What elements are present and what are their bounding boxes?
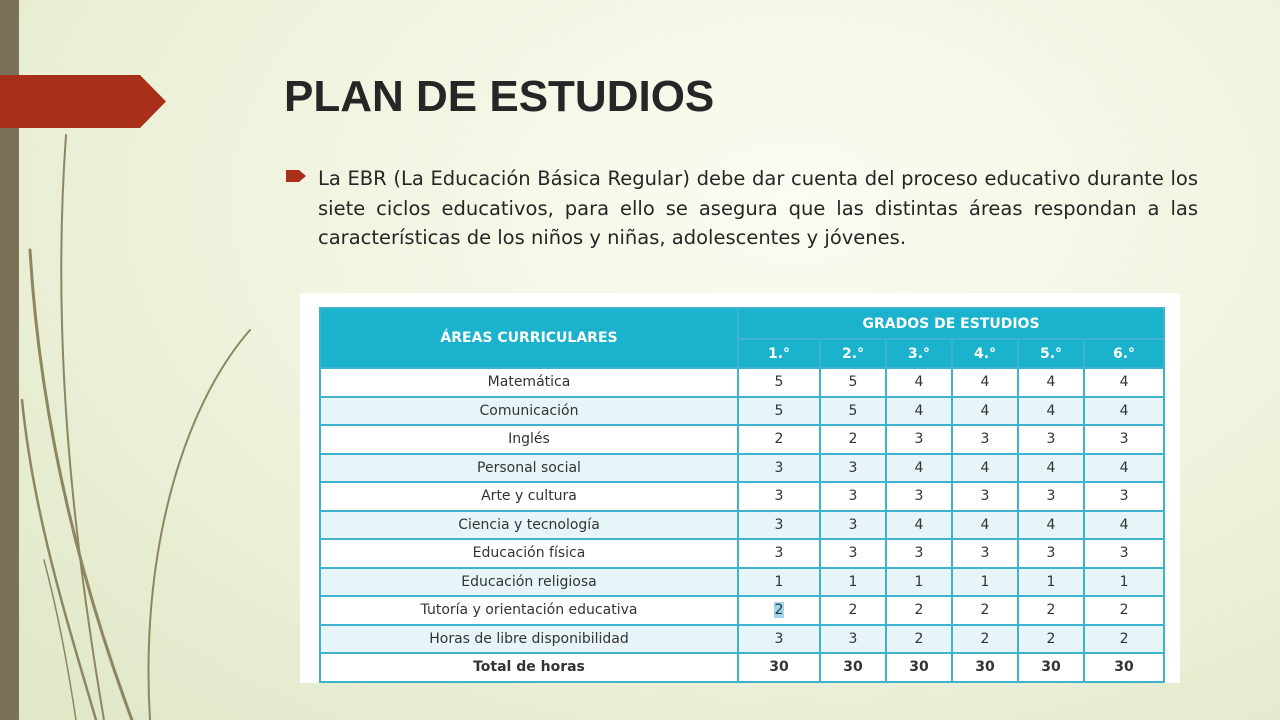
- hours-cell-grade-3: 4: [886, 454, 952, 483]
- grade-header-5: 5.°: [1018, 339, 1084, 368]
- intro-paragraph: La EBR (La Educación Básica Regular) debe dar cuenta del proceso educativo durante los siete ciclos educativos, para ello se asegura que las distintas áreas respondan a las características de los niños y niñas, adolescentes y jóvenes.: [318, 167, 1198, 249]
- hours-cell-grade-4: 1: [952, 568, 1018, 597]
- hours-cell-grade-1: 5: [738, 397, 820, 426]
- area-name-cell: Tutoría y orientación educativa: [320, 596, 738, 625]
- hours-cell-grade-3: 30: [886, 653, 952, 682]
- hours-cell-grade-3: 4: [886, 397, 952, 426]
- hours-cell-grade-4: 4: [952, 454, 1018, 483]
- hours-cell-grade-1: 3: [738, 625, 820, 654]
- area-name-cell: Educación física: [320, 539, 738, 568]
- hours-cell-grade-4: 30: [952, 653, 1018, 682]
- area-name-cell: Horas de libre disponibilidad: [320, 625, 738, 654]
- hours-cell-grade-1: 1: [738, 568, 820, 597]
- hours-cell-grade-2: 3: [820, 539, 886, 568]
- hours-cell-grade-5: 2: [1018, 625, 1084, 654]
- table-row: [320, 568, 1164, 597]
- hours-cell-grade-1: 3: [738, 539, 820, 568]
- hours-cell-grade-4: 4: [952, 397, 1018, 426]
- hours-cell-grade-2: 3: [820, 454, 886, 483]
- hours-cell-grade-6: 3: [1084, 425, 1164, 454]
- table-row: [320, 454, 1164, 483]
- hours-cell-grade-2: 2: [820, 425, 886, 454]
- curriculum-table: [319, 307, 1165, 683]
- hours-cell-grade-4: 2: [952, 625, 1018, 654]
- table-row: [320, 397, 1164, 426]
- hours-cell-grade-2: 30: [820, 653, 886, 682]
- table-row: [320, 482, 1164, 511]
- area-name-cell: Ciencia y tecnología: [320, 511, 738, 540]
- hours-cell-grade-6: 4: [1084, 397, 1164, 426]
- hours-cell-grade-4: 3: [952, 539, 1018, 568]
- hours-cell-grade-2: 1: [820, 568, 886, 597]
- table-row: [320, 625, 1164, 654]
- hours-cell-grade-5: 4: [1018, 454, 1084, 483]
- hours-cell-grade-4: 3: [952, 425, 1018, 454]
- area-name-cell: Inglés: [320, 425, 738, 454]
- selected-value-highlight: 2: [774, 602, 784, 619]
- hours-cell-grade-1: 3: [738, 454, 820, 483]
- hours-cell-grade-2: 3: [820, 625, 886, 654]
- hours-cell-grade-6: 3: [1084, 539, 1164, 568]
- curriculum-table-image: [300, 293, 1180, 683]
- hours-cell-grade-2: 5: [820, 368, 886, 397]
- table-row: [320, 425, 1164, 454]
- hours-cell-grade-6: 4: [1084, 454, 1164, 483]
- hours-cell-grade-5: 4: [1018, 397, 1084, 426]
- hours-cell-grade-4: 2: [952, 596, 1018, 625]
- hours-cell-grade-3: 2: [886, 625, 952, 654]
- hours-cell-grade-5: 4: [1018, 511, 1084, 540]
- hours-cell-grade-5: 3: [1018, 482, 1084, 511]
- table-row: [320, 511, 1164, 540]
- areas-header: ÁREAS CURRICULARES: [320, 308, 738, 368]
- hours-cell-grade-3: 4: [886, 511, 952, 540]
- grade-header-2: 2.°: [820, 339, 886, 368]
- table-row: [320, 368, 1164, 397]
- hours-cell-grade-6: 4: [1084, 511, 1164, 540]
- hours-cell-grade-2: 3: [820, 482, 886, 511]
- hours-cell-grade-5: 1: [1018, 568, 1084, 597]
- hours-cell-grade-4: 4: [952, 511, 1018, 540]
- area-name-cell: Educación religiosa: [320, 568, 738, 597]
- area-name-cell: Arte y cultura: [320, 482, 738, 511]
- hours-cell-grade-6: 30: [1084, 653, 1164, 682]
- area-name-cell: Matemática: [320, 368, 738, 397]
- grade-header-4: 4.°: [952, 339, 1018, 368]
- arrow-bullet-icon: [286, 170, 306, 182]
- hours-cell-grade-5: 4: [1018, 368, 1084, 397]
- hours-cell-grade-2: 2: [820, 596, 886, 625]
- area-name-cell: Personal social: [320, 454, 738, 483]
- hours-cell-grade-1: 3: [738, 511, 820, 540]
- hours-cell-grade-3: 3: [886, 539, 952, 568]
- hours-cell-grade-3: 3: [886, 482, 952, 511]
- hours-cell-grade-4: 3: [952, 482, 1018, 511]
- grade-header-1: 1.°: [738, 339, 820, 368]
- hours-cell-grade-6: 3: [1084, 482, 1164, 511]
- hours-cell-grade-2: 5: [820, 397, 886, 426]
- hours-cell-grade-5: 30: [1018, 653, 1084, 682]
- hours-cell-grade-1: 2: [738, 425, 820, 454]
- area-name-cell: Comunicación: [320, 397, 738, 426]
- hours-cell-grade-6: 4: [1084, 368, 1164, 397]
- hours-cell-grade-5: 3: [1018, 539, 1084, 568]
- hours-cell-grade-6: 2: [1084, 625, 1164, 654]
- hours-cell-grade-3: 4: [886, 368, 952, 397]
- table-row: [320, 596, 1164, 625]
- hours-cell-grade-1: [738, 596, 820, 625]
- hours-cell-grade-3: 2: [886, 596, 952, 625]
- hours-cell-grade-5: 3: [1018, 425, 1084, 454]
- hours-cell-grade-6: 2: [1084, 596, 1164, 625]
- hours-cell-grade-4: 4: [952, 368, 1018, 397]
- hours-cell-grade-1: 5: [738, 368, 820, 397]
- hours-cell-grade-1: 3: [738, 482, 820, 511]
- grade-header-6: 6.°: [1084, 339, 1164, 368]
- grades-header: GRADOS DE ESTUDIOS: [738, 308, 1164, 339]
- total-row: [320, 653, 1164, 682]
- hours-cell-grade-3: 3: [886, 425, 952, 454]
- title-marker-arrow: [0, 75, 166, 128]
- slide-title: PLAN DE ESTUDIOS: [284, 72, 715, 121]
- hours-cell-grade-6: 1: [1084, 568, 1164, 597]
- table-row: [320, 539, 1164, 568]
- grade-header-3: 3.°: [886, 339, 952, 368]
- hours-cell-grade-2: 3: [820, 511, 886, 540]
- hours-cell-grade-3: 1: [886, 568, 952, 597]
- hours-cell-grade-5: 2: [1018, 596, 1084, 625]
- hours-cell-grade-1: 30: [738, 653, 820, 682]
- area-name-cell: Total de horas: [320, 653, 738, 682]
